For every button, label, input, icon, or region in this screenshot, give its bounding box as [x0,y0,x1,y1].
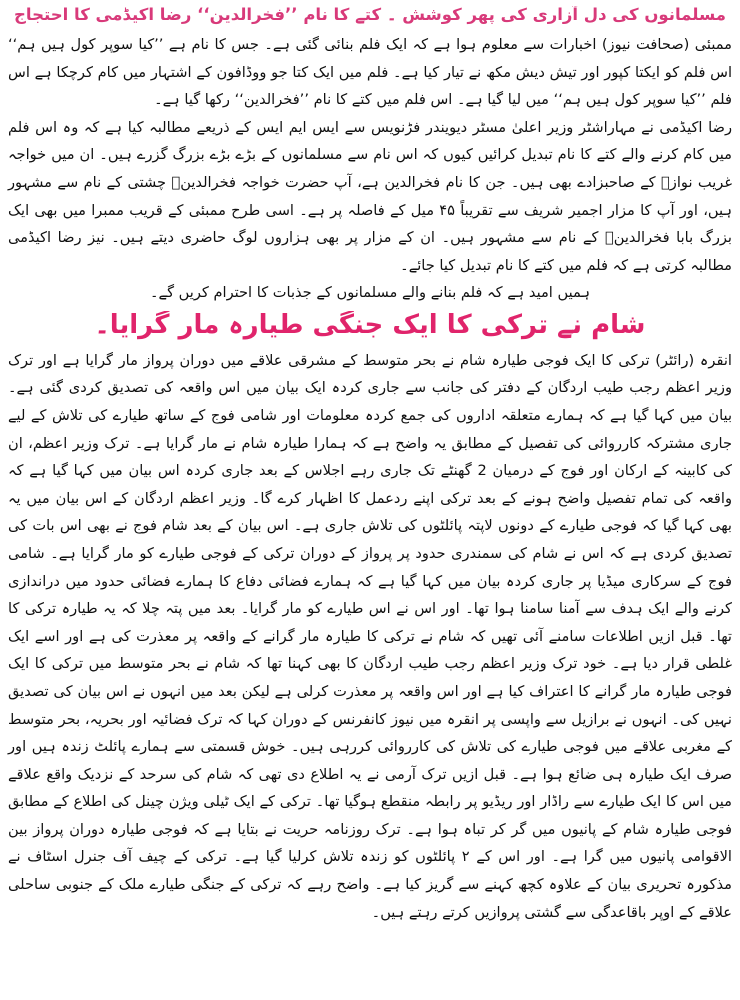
article-film-protest [8,6,732,307]
article-paragraph: ہمیں امید ہے کہ فلم بنانے والے مسلمانوں کے جذبات کا احترام کریں گے۔ [149,284,591,302]
article-paragraph: انقرہ (رائٹر) ترکی کا ایک فوجی طیارہ شام نے بحر متوسط کے مشرقی علاقے میں دوران پرواز مار گرایا ہے اور ترک وزیر اعظم رجب طیب اردگان کے دفتر کی جانب سے جاری کردہ ایک بیان میں اس واقعہ کی تصدیق کردی گئی ہے۔ بیان میں کہا گیا ہے کہ ہمارے متعلقہ اداروں کی جمع کردہ معلومات اور شامی فوج کے ساتھ طیارے کی تلاش کے لیے جاری مشترکہ کارروائی کی تفصیل کے مطابق یہ واضح ہے کہ ہمارا طیارہ شام نے مار گرایا ہے۔ ترک وزیر اعظم، ان کی کابینہ کے ارکان اور فوج کے درمیان 2 گھنٹے تک جاری رہے اجلاس کے بعد جاری کردہ اس بیان میں کہا گیا ہے کہ واقعہ کی تمام تفصیل واضح ہونے کے بعد ترکی اپنے ردعمل کا اظہار کرے گا۔ وزیر اعظم اردگان کے اس بیان میں یہ بھی کہا گیا کہ فوجی طیارے کے دونوں لاپتہ پائلٹوں کی تلاش جاری ہے۔ اس بیان کے بعد شام فوج نے بھی اس بات کی تصدیق کردی ہے کہ اس نے شام کی سمندری حدود پر پرواز کے دوران ترکی کے فوجی طیارے کو مار گرایا ہے۔ شامی فوج کے سرکاری میڈیا پر جاری کردہ بیان میں کہا گیا ہے کہ ہمارے فضائی دفاع کا ہمارے فضائی حدود میں دراندازی کرنے والے ایک ہدف سے آمنا سامنا ہوا تھا۔ اور اس نے اس طیارے کو مار گرایا۔ بعد میں پتہ چلا کہ یہ طیارہ ترکی کا تھا۔ قبل ازیں اطلاعات سامنے آئی تھیں کہ شام نے ترکی کا طیارہ مار گرانے کے واقعہ پر معذرت کی ہے اور اسے ایک غلطی قرار دیا ہے۔ خود ترک وزیر اعظم رجب طیب اردگان کا بھی کہنا تھا کہ شام نے بحر متوسط میں ترکی کا ایک فوجی طیارہ مار گرانے کا اعتراف کیا ہے اور اس واقعہ پر معذرت کرلی ہے لیکن بعد میں انہوں نے اس بیان کی تصدیق نہیں کی۔ انہوں نے برازیل سے واپسی پر انقرہ میں نیوز کانفرنس کے دوران کہا کہ ترک فضائیہ اور بحریہ، بحر متوسط کے مغربی علاقے میں فوجی طیارے کی تلاش کی کارروائی کررہی ہیں۔ خوش قسمتی سے ہمارے پائلٹ زندہ ہیں اور صرف ایک طیارہ ہی ضائع ہوا ہے۔ قبل ازیں ترک آرمی نے یہ اطلاع دی تھی کہ شام کی سرحد کے نزدیک واقع علاقے میں اس کا ایک طیارے سے راڈار اور ریڈیو پر رابطہ منقطع ہوگیا تھا۔ ترکی کے ایک ٹیلی ویژن چینل کی اطلاع کے مطابق فوجی طیارہ شام کے پانیوں میں گر کر تباہ ہوا ہے۔ ترک روزنامہ حریت نے بتایا ہے کہ فوجی طیارہ دوران پرواز بین الاقوامی پانیوں میں گرا ہے۔ اور اس کے ۲ پائلٹوں کو زندہ تلاش کرلیا گیا ہے۔ ترکی کے چیف آف جنرل اسٹاف نے مذکورہ تحریری بیان کے علاوہ کچھ کہنے سے گریز کیا ہے۔ واضح رہے کہ ترکی کے جنگی طیارے ملک کے جنوبی ساحلی علاقے کے اوپر باقاعدگی سے گشتی پروازیں کرتے رہتے ہیں۔ [8,351,732,921]
article-headline-syria-turkey: شام نے ترکی کا ایک جنگی طیارہ مار گرایا۔ [94,310,646,340]
article-syria-turkey-jet [8,311,732,926]
article-paragraph: ممبئی (صحافت نیوز) اخبارات سے معلوم ہوا ہے کہ ایک فلم بنائی گئی ہے۔ جس کا نام ہے ’’کیا سوپر کول ہیں ہم‘‘ اس فلم کو ایکتا کپور اور تیش دیش مکھ نے تیار کیا ہے۔ فلم میں ایک کتا جو ووڈافون کے اشتہار میں کام کرچکا ہے اس فلم ’’کیا سوپر کول ہیں ہم‘‘ میں لیا گیا ہے۔ اس فلم میں کتے کا نام ’’فخرالدین‘‘ رکھا گیا ہے۔ [8,35,732,109]
article-headline-film-protest: مسلمانوں کی دل آزاری کی پھر کوشش ۔ کتے کا نام ’’فخرالدین‘‘ رضا اکیڈمی کا احتجاج [14,6,726,24]
article-paragraph: رضا اکیڈمی نے مہاراشٹر وزیر اعلیٰ مسٹر دیویندر فڑنویس سے ایس ایم ایس کے ذریعے مطالبہ کیا ہے کہ وہ اس فلم میں کام کرنے والے کتے کا نام تبدیل کرائیں کیوں کہ اس نام سے مسلمانوں کے بڑے بڑے بزرگ گزرے ہیں۔ ان میں خواجہ غریب نوازؒ کے صاحبزادے بھی ہیں۔ جن کا نام فخرالدین ہے، آپ حضرت خواجہ فخرالدینؒ چشتی کے نام سے مشہور ہیں، اور آپ کا مزار اجمیر شریف سے تقریباً ۴۵ میل کے فاصلہ پر ہے۔ اسی طرح ممبئی کے قریب ممبرا میں بھی ایک بزرگ بابا فخرالدینؒ کے نام سے مشہور ہیں۔ ان کے مزار پر بھی ہزاروں لوگ حاضری دیتے ہیں۔ نیز رضا اکیڈمی مطالبہ کرتی ہے کہ فلم میں کتے کا نام تبدیل کیا جائے۔ [8,118,732,274]
